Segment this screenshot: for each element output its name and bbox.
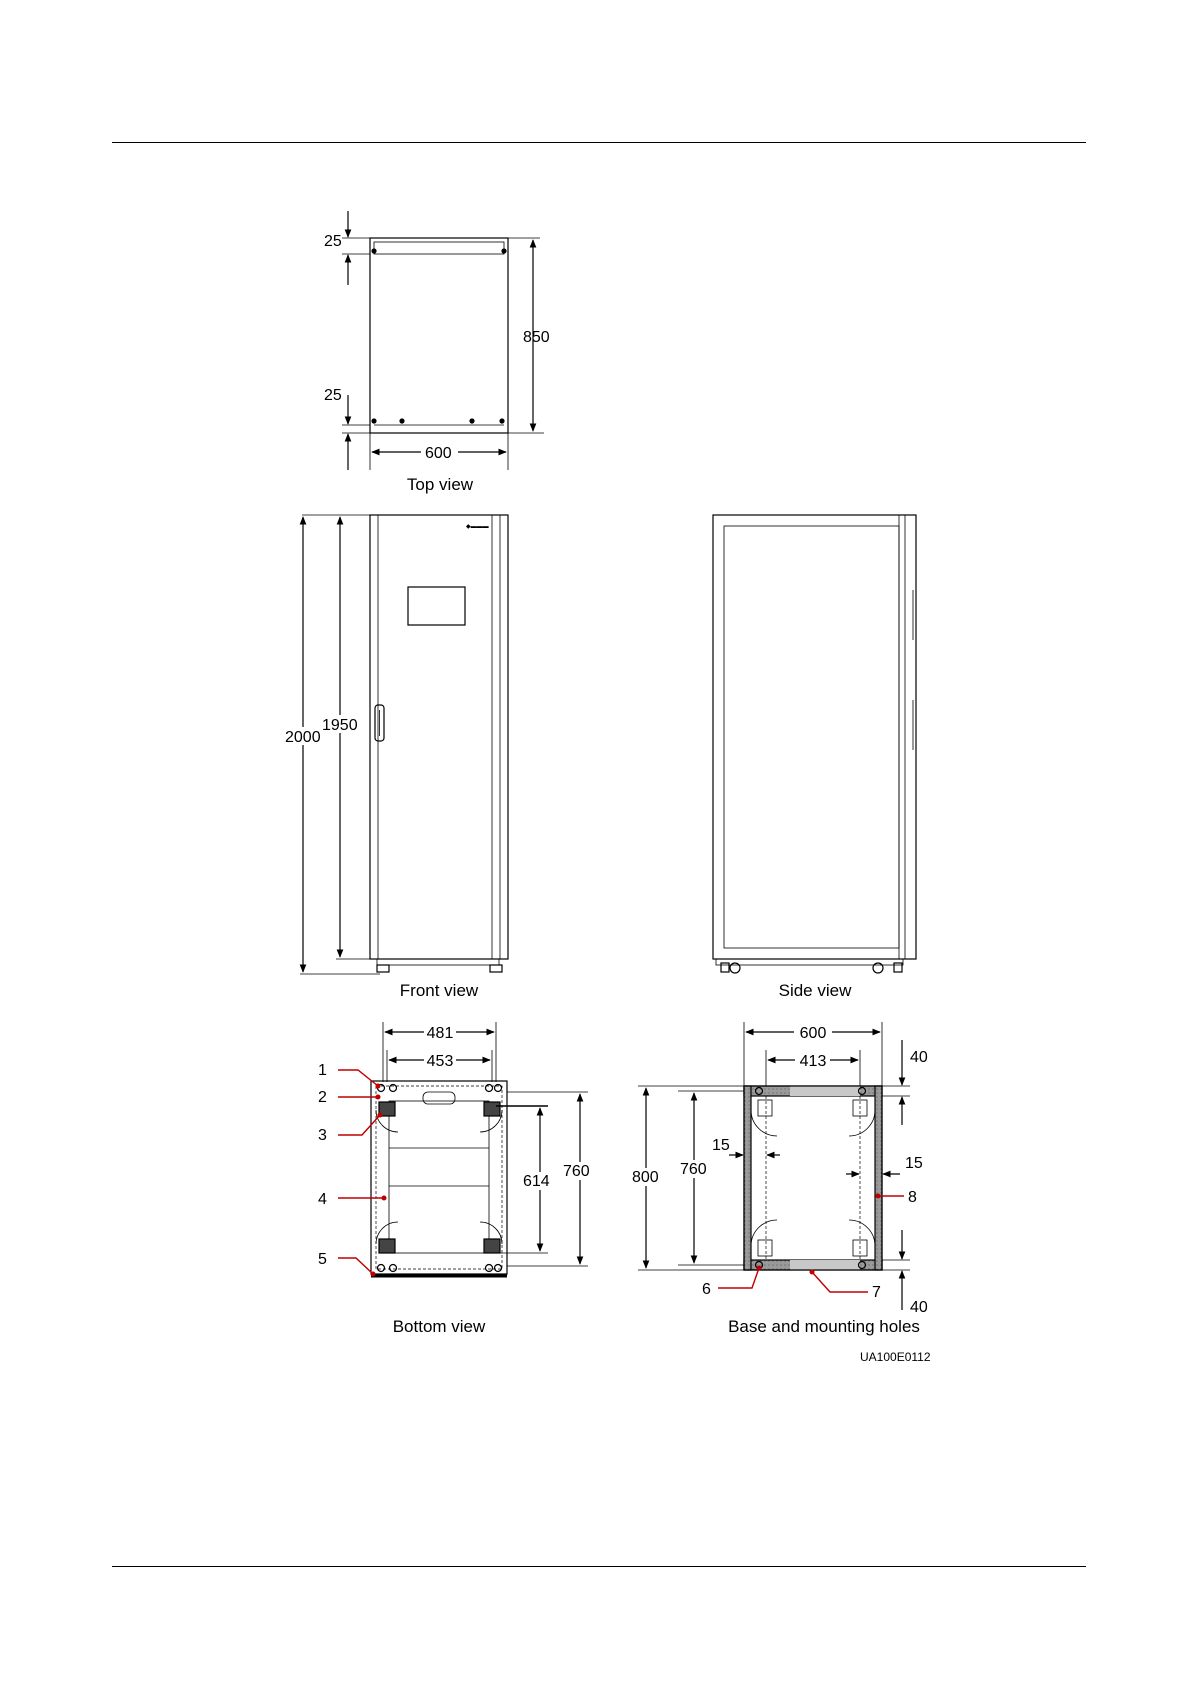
front-view xyxy=(300,515,508,974)
side-view xyxy=(713,515,916,973)
callout-7-leader xyxy=(812,1272,868,1292)
base-view-dim-15-right: 15 xyxy=(905,1155,923,1172)
bottom-view xyxy=(338,1022,588,1277)
callout-5-leader xyxy=(338,1258,373,1274)
callout-3-label: 3 xyxy=(318,1127,327,1144)
base-view-caption: Base and mounting holes xyxy=(728,1317,920,1336)
front-view-logo-icon: ◆▬▬▬ xyxy=(466,524,489,530)
base-view-dim-40-bottom: 40 xyxy=(910,1299,928,1316)
callout-5-label: 5 xyxy=(318,1251,327,1268)
callout-8-label: 8 xyxy=(908,1189,917,1206)
top-view-outline xyxy=(370,238,508,433)
bottom-view-dim-760: 760 xyxy=(563,1163,590,1180)
front-view-caption: Front view xyxy=(399,981,479,1000)
side-view-cabinet xyxy=(713,515,916,959)
side-view-caster-front xyxy=(730,963,740,973)
side-view-caster-rear xyxy=(873,963,883,973)
base-view-dim-800: 800 xyxy=(632,1169,659,1186)
base-view-dim-760: 760 xyxy=(680,1161,707,1178)
bottom-view-dim-453: 453 xyxy=(426,1053,454,1070)
top-view-caption: Top view xyxy=(406,475,474,494)
top-view-dim-25-lower: 25 xyxy=(324,387,342,404)
callout-6-label: 6 xyxy=(702,1281,711,1298)
side-view-caption: Side view xyxy=(778,981,852,1000)
front-view-dim-2000: 2000 xyxy=(285,729,321,746)
callout-4-label: 4 xyxy=(318,1191,327,1208)
base-view-dim-413: 413 xyxy=(799,1053,827,1070)
base-view-dim-40-top: 40 xyxy=(910,1049,928,1066)
base-view-dim-600: 600 xyxy=(799,1025,827,1042)
figure-code: UA100E0112 xyxy=(860,1350,931,1364)
top-view xyxy=(342,211,544,470)
bottom-view-dim-481: 481 xyxy=(426,1025,454,1042)
top-view-dim-600: 600 xyxy=(425,445,452,462)
callout-3-leader xyxy=(338,1115,380,1135)
callout-2-label: 2 xyxy=(318,1089,327,1106)
front-view-dim-1950: 1950 xyxy=(322,717,358,734)
front-view-display-panel xyxy=(408,587,465,625)
top-view-dim-25-upper: 25 xyxy=(324,233,342,250)
callout-1-leader xyxy=(338,1070,378,1086)
callout-6-leader xyxy=(718,1268,759,1288)
bottom-view-dim-614: 614 xyxy=(523,1173,550,1190)
front-view-cabinet xyxy=(370,515,508,959)
top-view-dim-850: 850 xyxy=(523,329,550,346)
bottom-view-caption: Bottom view xyxy=(392,1317,486,1336)
callout-7-label: 7 xyxy=(872,1284,881,1301)
callout-1-label: 1 xyxy=(318,1062,327,1079)
base-view-dim-15-left: 15 xyxy=(712,1137,730,1154)
